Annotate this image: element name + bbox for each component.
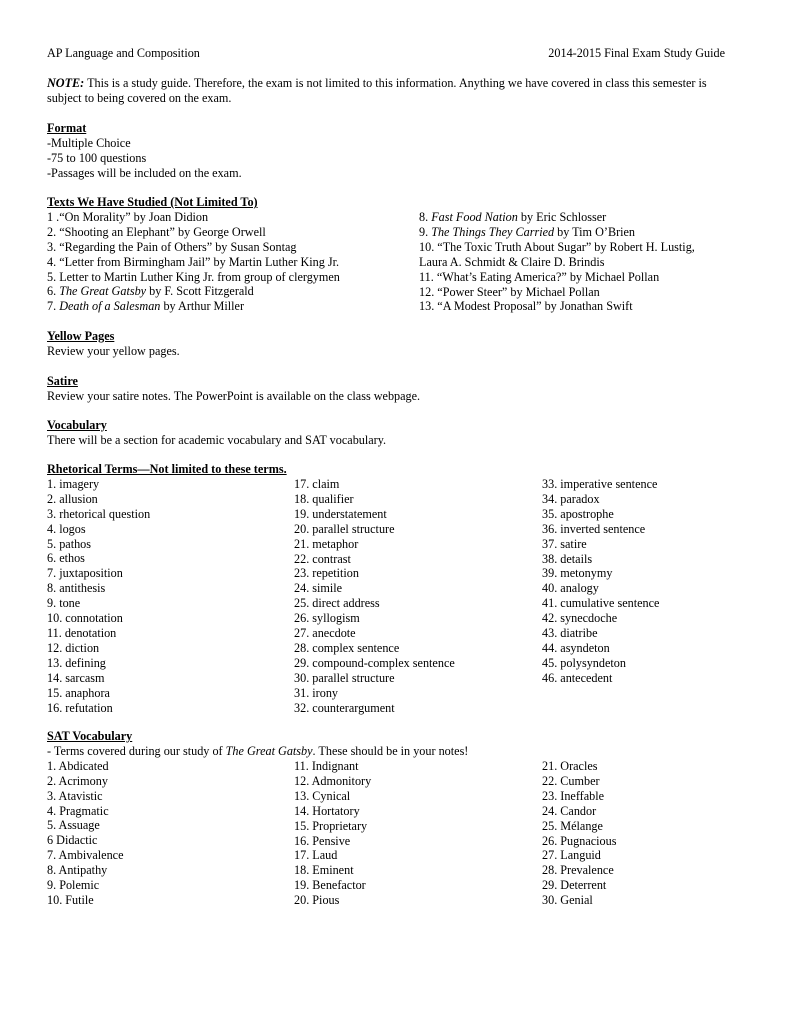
sat-word: 25. Mélange [542,818,603,833]
rhetorical-col-3 [542,477,659,686]
sat-word: 2. Acrimony [47,773,108,788]
sat-heading: SAT Vocabulary [47,729,133,743]
format-heading: Format [47,121,87,135]
sat-word: 21. Oracles [542,759,598,773]
sat-word: 7. Ambivalence [47,848,124,863]
book-title: The Great Gatsby [225,743,313,758]
term: 43. diatribe [542,626,598,641]
text-item: 8. Fast Food Nation by Eric Schlosser [419,210,607,224]
term: 38. details [542,551,593,566]
yellow-pages-heading: Yellow Pages [47,329,115,343]
term: 9. tone [47,596,81,611]
term: 18. qualifier [294,491,354,506]
yellow-pages-text: Review your yellow pages. [47,343,180,358]
term: 44. asyndeton [542,640,610,655]
sat-word: 26. Pugnacious [542,833,617,848]
sat-word: 23. Ineffable [542,788,605,803]
text-item: 5. Letter to Martin Luther King Jr. from group of clergymen [47,269,340,284]
format-section [47,121,242,181]
yellow-pages-section [47,329,180,359]
sat-word: 28. Prevalence [542,863,614,878]
term: 2. allusion [47,491,98,506]
texts-left-column [47,195,340,314]
term: 23. repetition [294,566,359,581]
term: 27. anecdote [294,626,356,641]
sat-word: 17. Laud [294,848,338,863]
text-item: 6. The Great Gatsby by F. Scott Fitzgerald [47,284,254,299]
sat-intro: - Terms covered during our study of The Great Gatsby. These should be in your notes! [47,743,469,758]
sat-word: 13. Cynical [294,788,351,803]
vocabulary-section [47,418,386,448]
vocabulary-heading: Vocabulary [47,418,107,432]
sat-word: 15. Proprietary [294,818,368,833]
text-item: 2. “Shooting an Elephant” by George Orwell [47,224,266,239]
satire-heading: Satire [47,374,78,388]
texts-right-column [419,210,695,314]
term: 33. imperative sentence [542,477,658,491]
guide-title: 2014-2015 Final Exam Study Guide [548,46,725,60]
rhetorical-col-1 [47,462,287,715]
term: 13. defining [47,655,106,670]
sat-word: 14. Hortatory [294,803,360,818]
note-text: This is a study guide. Therefore, the exam is not limited to this information. Anything we have covered in class this semester is subject to being covered on the exam. [47,76,707,105]
term: 37. satire [542,536,587,551]
sat-word: 16. Pensive [294,833,351,848]
rhetorical-col-2 [294,477,455,716]
text-item: 7. Death of a Salesman by Arthur Miller [47,299,245,314]
sat-word: 4. Pragmatic [47,803,109,818]
term: 12. diction [47,640,100,655]
term: 10. connotation [47,611,123,626]
text-item: 1 .“On Morality” by Joan Didion [47,209,209,224]
sat-word: 11. Indignant [294,759,359,773]
term: 42. synecdoche [542,611,618,626]
sat-col-1 [47,729,468,908]
sat-word: 3. Atavistic [47,788,103,803]
term: 5. pathos [47,536,92,551]
term: 26. syllogism [294,611,360,626]
term: 22. contrast [294,551,351,566]
sat-word: 27. Languid [542,848,601,863]
text-item: 12. “Power Steer” by Michael Pollan [419,284,600,299]
book-title: Fast Food Nation [431,210,518,224]
sat-word: 8. Antipathy [47,863,108,878]
term: 39. metonymy [542,566,613,581]
text-item: 10. “The Toxic Truth About Sugar” by Robert H. Lustig, [419,239,695,254]
term: 25. direct address [294,596,380,611]
note-paragraph [47,76,737,106]
term: 35. apostrophe [542,506,614,521]
book-title: The Things They Carried [431,224,555,239]
term: 34. paradox [542,491,600,506]
term: 30. parallel structure [294,670,395,685]
course-title: AP Language and Composition [47,46,200,60]
term: 46. antecedent [542,670,613,685]
format-item: -Passages will be included on the exam. [47,165,242,180]
text-item: 13. “A Modest Proposal” by Jonathan Swift [419,299,633,314]
satire-text: Review your satire notes. The PowerPoint is available on the class webpage. [47,388,421,403]
sat-col-3 [542,759,616,908]
text-item: 11. “What’s Eating America?” by Michael Pollan [419,269,660,284]
note-label: NOTE: [47,76,85,90]
sat-word: 5. Assuage [47,818,100,833]
sat-word: 1. Abdicated [47,758,109,773]
term: 4. logos [47,521,86,536]
term: 16. refutation [47,700,113,715]
term: 3. rhetorical question [47,506,151,521]
term: 32. counterargument [294,700,395,715]
vocabulary-text: There will be a section for academic vocabulary and SAT vocabulary. [47,432,387,447]
term: 41. cumulative sentence [542,596,660,611]
sat-word: 22. Cumber [542,773,600,788]
book-title: The Great Gatsby [59,284,147,299]
term: 14. sarcasm [47,670,105,685]
term: 11. denotation [47,625,117,640]
term: 31. irony [294,685,339,700]
sat-word: 20. Pious [294,893,340,908]
sat-word: 10. Futile [47,892,94,907]
sat-col-2 [294,759,371,908]
sat-word: 30. Genial [542,893,593,908]
term: 1. imagery [47,476,100,491]
term: 6. ethos [47,551,85,566]
satire-section [47,374,420,404]
texts-heading: Texts We Have Studied (Not Limited To) [47,195,258,209]
book-title: Death of a Salesman [59,299,161,314]
term: 28. complex sentence [294,640,400,655]
term: 29. compound-complex sentence [294,655,455,670]
term: 24. simile [294,581,343,596]
text-item: Laura A. Schmidt & Claire D. Brindis [419,254,605,269]
term: 40. analogy [542,581,599,596]
term: 8. antithesis [47,581,106,596]
sat-word: 19. Benefactor [294,878,366,893]
term: 20. parallel structure [294,521,395,536]
sat-word: 29. Deterrent [542,878,607,893]
sat-word: 12. Admonitory [294,773,372,788]
term: 15. anaphora [47,685,110,700]
rhetorical-heading: Rhetorical Terms—Not limited to these terms. [47,462,287,476]
term: 21. metaphor [294,536,359,551]
term: 36. inverted sentence [542,521,646,536]
text-item: 3. “Regarding the Pain of Others” by Susan Sontag [47,239,297,254]
term: 17. claim [294,477,340,491]
term: 19. understatement [294,506,387,521]
sat-word: 6 Didactic [47,833,98,848]
sat-word: 24. Candor [542,803,597,818]
text-item: 4. “Letter from Birmingham Jail” by Martin Luther King Jr. [47,254,340,269]
text-item: 9. The Things They Carried by Tim O’Brien [419,224,636,239]
sat-word: 18. Eminent [294,863,354,878]
format-item: -Multiple Choice [47,135,131,150]
format-item: -75 to 100 questions [47,150,147,165]
sat-word: 9. Polemic [47,878,100,893]
term: 45. polysyndeton [542,655,626,670]
term: 7. juxtaposition [47,566,123,581]
